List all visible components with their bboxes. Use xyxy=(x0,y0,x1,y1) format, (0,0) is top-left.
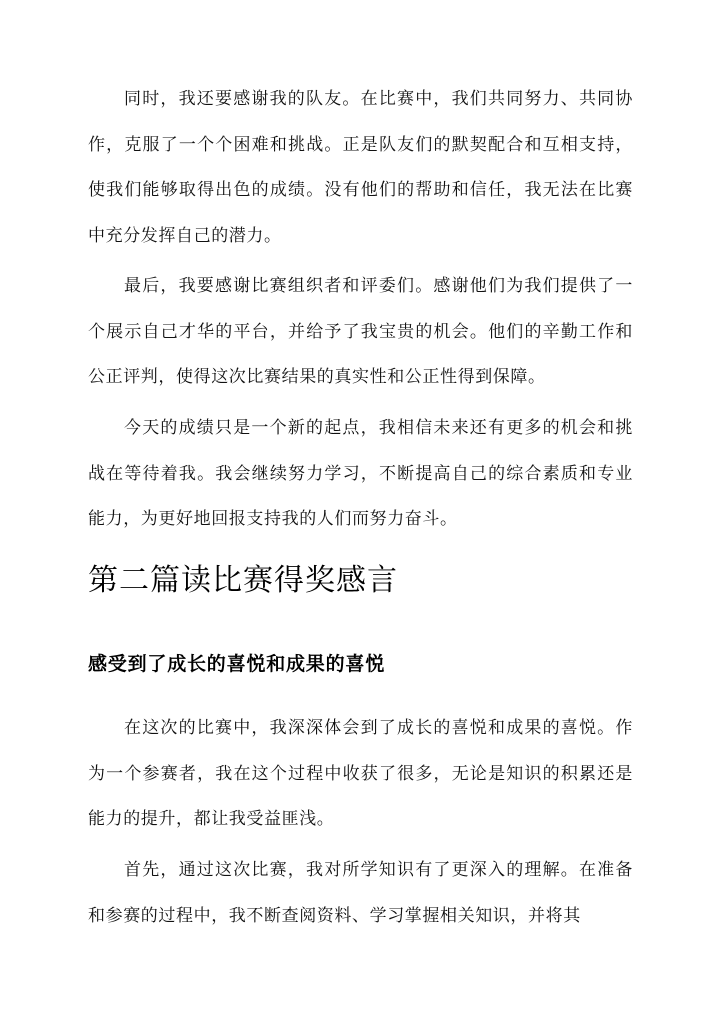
paragraph-thanks-organizers: 最后，我要感谢比赛组织者和评委们。感谢他们为我们提供了一个展示自己才华的平台，并给予了我宝贵的机会。他们的辛勤工作和公正评判，使得这次比赛结果的真实性和公正性得到保障。 xyxy=(88,276,633,387)
paragraph-first-knowledge: 首先，通过这次比赛，我对所学知识有了更深入的理解。在准备和参赛的过程中，我不断查阅资料、学习掌握相关知识，并将其 xyxy=(88,860,633,926)
paragraph-thanks-teammates: 同时，我还要感谢我的队友。在比赛中，我们共同努力、共同协作，克服了一个个困难和挑战。正是队友们的默契配合和互相支持，使我们能够取得出色的成绩。没有他们的帮助和信任，我无法在比赛中充分发挥自己的潜力。 xyxy=(88,89,633,246)
section-title: 第二篇读比赛得奖感言 xyxy=(88,563,398,598)
paragraph-new-starting-point: 今天的成绩只是一个新的起点，我相信未来还有更多的机会和挑战在等待着我。我会继续努力学习，不断提高自己的综合素质和专业能力，为更好地回报支持我的人们而努力奋斗。 xyxy=(88,418,633,529)
section-subtitle: 感受到了成长的喜悦和成果的喜悦 xyxy=(88,653,386,675)
paragraph-growth-joy: 在这次的比赛中，我深深体会到了成长的喜悦和成果的喜悦。作为一个参赛者，我在这个过程中收获了很多，无论是知识的积累还是能力的提升，都让我受益匪浅。 xyxy=(88,718,633,829)
